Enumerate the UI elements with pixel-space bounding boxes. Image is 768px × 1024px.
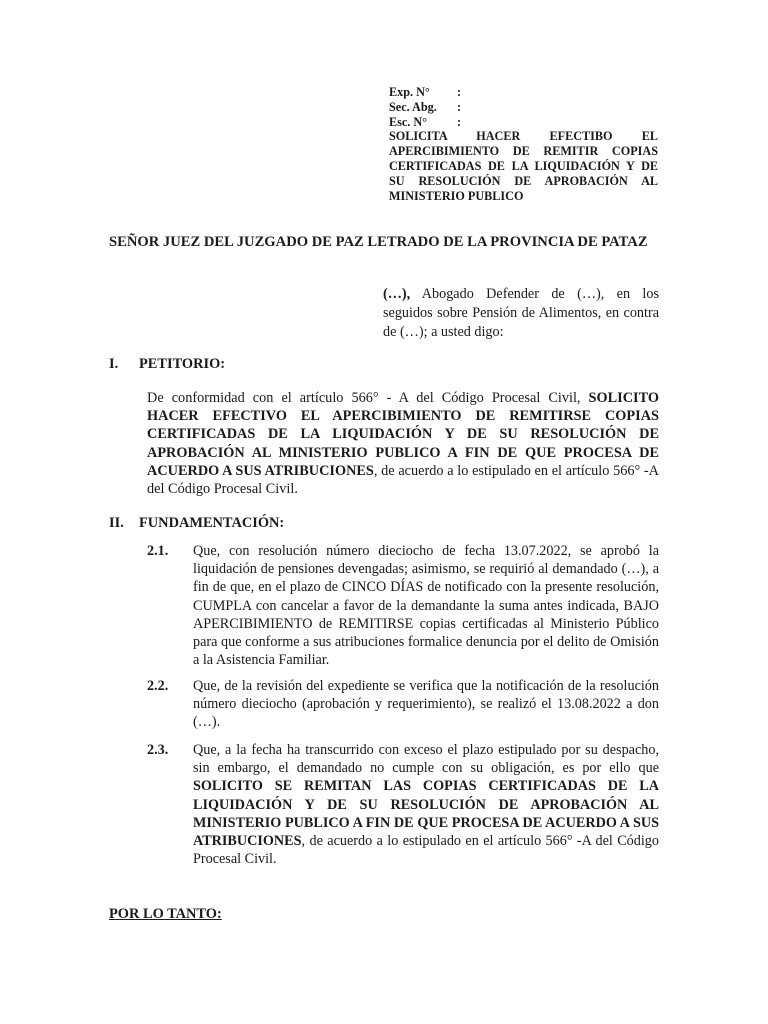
section-number: II. [109, 515, 124, 531]
intro-party: (…), [383, 286, 411, 302]
esc-colon: : [457, 114, 462, 129]
intro-paragraph [383, 285, 659, 342]
esc-label: Esc. N° [389, 114, 428, 129]
section-number: I. [109, 356, 119, 372]
sec-abg-row [389, 100, 658, 115]
exp-number-row [389, 85, 658, 100]
exp-label: Exp. N° [389, 85, 430, 99]
esc-number-row [389, 115, 658, 130]
item-text: Que, con resolución número dieciocho de fecha 13.07.2022, se aprobó la liquidación de pensiones devengadas; asimismo, se requirió al demandado (…), a fin de que, en el plazo de CINCO DÍAS de notificado con la presente resolución, CUMPLA con cancelar a favor de la demandante la suma antes indicada, BAJO APERCIBIMIENTO de REMITIRSE copias certificadas al Ministerio Público para que conforme a sus atribuciones formalice denuncia por el delito de Omisión a la Asistencia Familiar. [193, 543, 659, 669]
list-item [147, 741, 659, 868]
intro-text: Abogado Defender de (…), en los seguidos sobre Pensión de Alimentos, en contra de (…); a usted digo: [383, 286, 659, 340]
item-request: SOLICITO SE REMITAN LAS COPIAS CERTIFICADAS DE LA LIQUIDACIÓN Y DE SU RESOLUCIÓN DE APROBACIÓN AL MINISTERIO PUBLICO A FIN DE QUE PROCESA DE ACUERDO A SUS ATRIBUCIONES [193, 778, 659, 850]
petitorio-text-2: , de acuerdo a lo estipulado en el artículo 566° -A del Código Procesal Civil. [147, 462, 659, 498]
exp-colon: : [457, 85, 462, 99]
section-title: FUNDAMENTACIÓN: [139, 515, 285, 531]
petitorio-request: SOLICITO HACER EFECTIVO EL APERCIBIMIENTO DE REMITIRSE COPIAS CERTIFICADAS DE LA LIQUIDACIÓN Y DE SU RESOLUCIÓN DE APROBACIÓN AL MINISTERIO PUBLICO A FIN DE QUE PROCESA DE ACUERDO A SUS ATRIBUCIONES [147, 390, 659, 479]
addressee: SEÑOR JUEZ DEL JUZGADO DE PAZ LETRADO DE LA PROVINCIA DE PATAZ [109, 234, 648, 250]
item-text-b: , de acuerdo a lo estipulado en el artículo 566° -A del Código Procesal Civil. [193, 833, 659, 868]
list-item [147, 542, 659, 669]
item-text-a: Que, a la fecha ha transcurrido con exceso el plazo estipulado por su despacho, sin embargo, el demandado no cumple con su obligación, es por ello que [193, 742, 659, 777]
petitorio-text-1: De conformidad con el artículo 566° - A del Código Procesal Civil, [147, 390, 589, 406]
item-text [193, 741, 659, 868]
petition-summary: SOLICITA HACER EFECTIBO EL APERCIBIMIENTO DE REMITIR COPIAS CERTIFICADAS DE LA LIQUIDACIÓN Y DE SU RESOLUCIÓN DE APROBACIÓN AL MINISTERIO PUBLICO [389, 129, 658, 203]
item-number: 2.1. [147, 543, 169, 559]
sec-abg-label: Sec. Abg. [389, 99, 437, 114]
item-number: 2.2. [147, 678, 169, 694]
closing-heading: POR LO TANTO: [109, 906, 222, 922]
list-item [147, 677, 659, 732]
sec-colon: : [457, 99, 462, 114]
item-text: Que, de la revisión del expediente se verifica que la notificación de la resolución número dieciocho (aprobación y requerimiento), se realizó el 13.08.2022 a don (…). [193, 678, 659, 731]
petitorio-paragraph [147, 389, 659, 498]
section-petitorio-heading [109, 356, 225, 373]
section-title: PETITORIO: [139, 356, 226, 372]
section-fundamentacion-heading [109, 515, 284, 532]
case-header [389, 85, 658, 203]
item-number: 2.3. [147, 742, 169, 758]
